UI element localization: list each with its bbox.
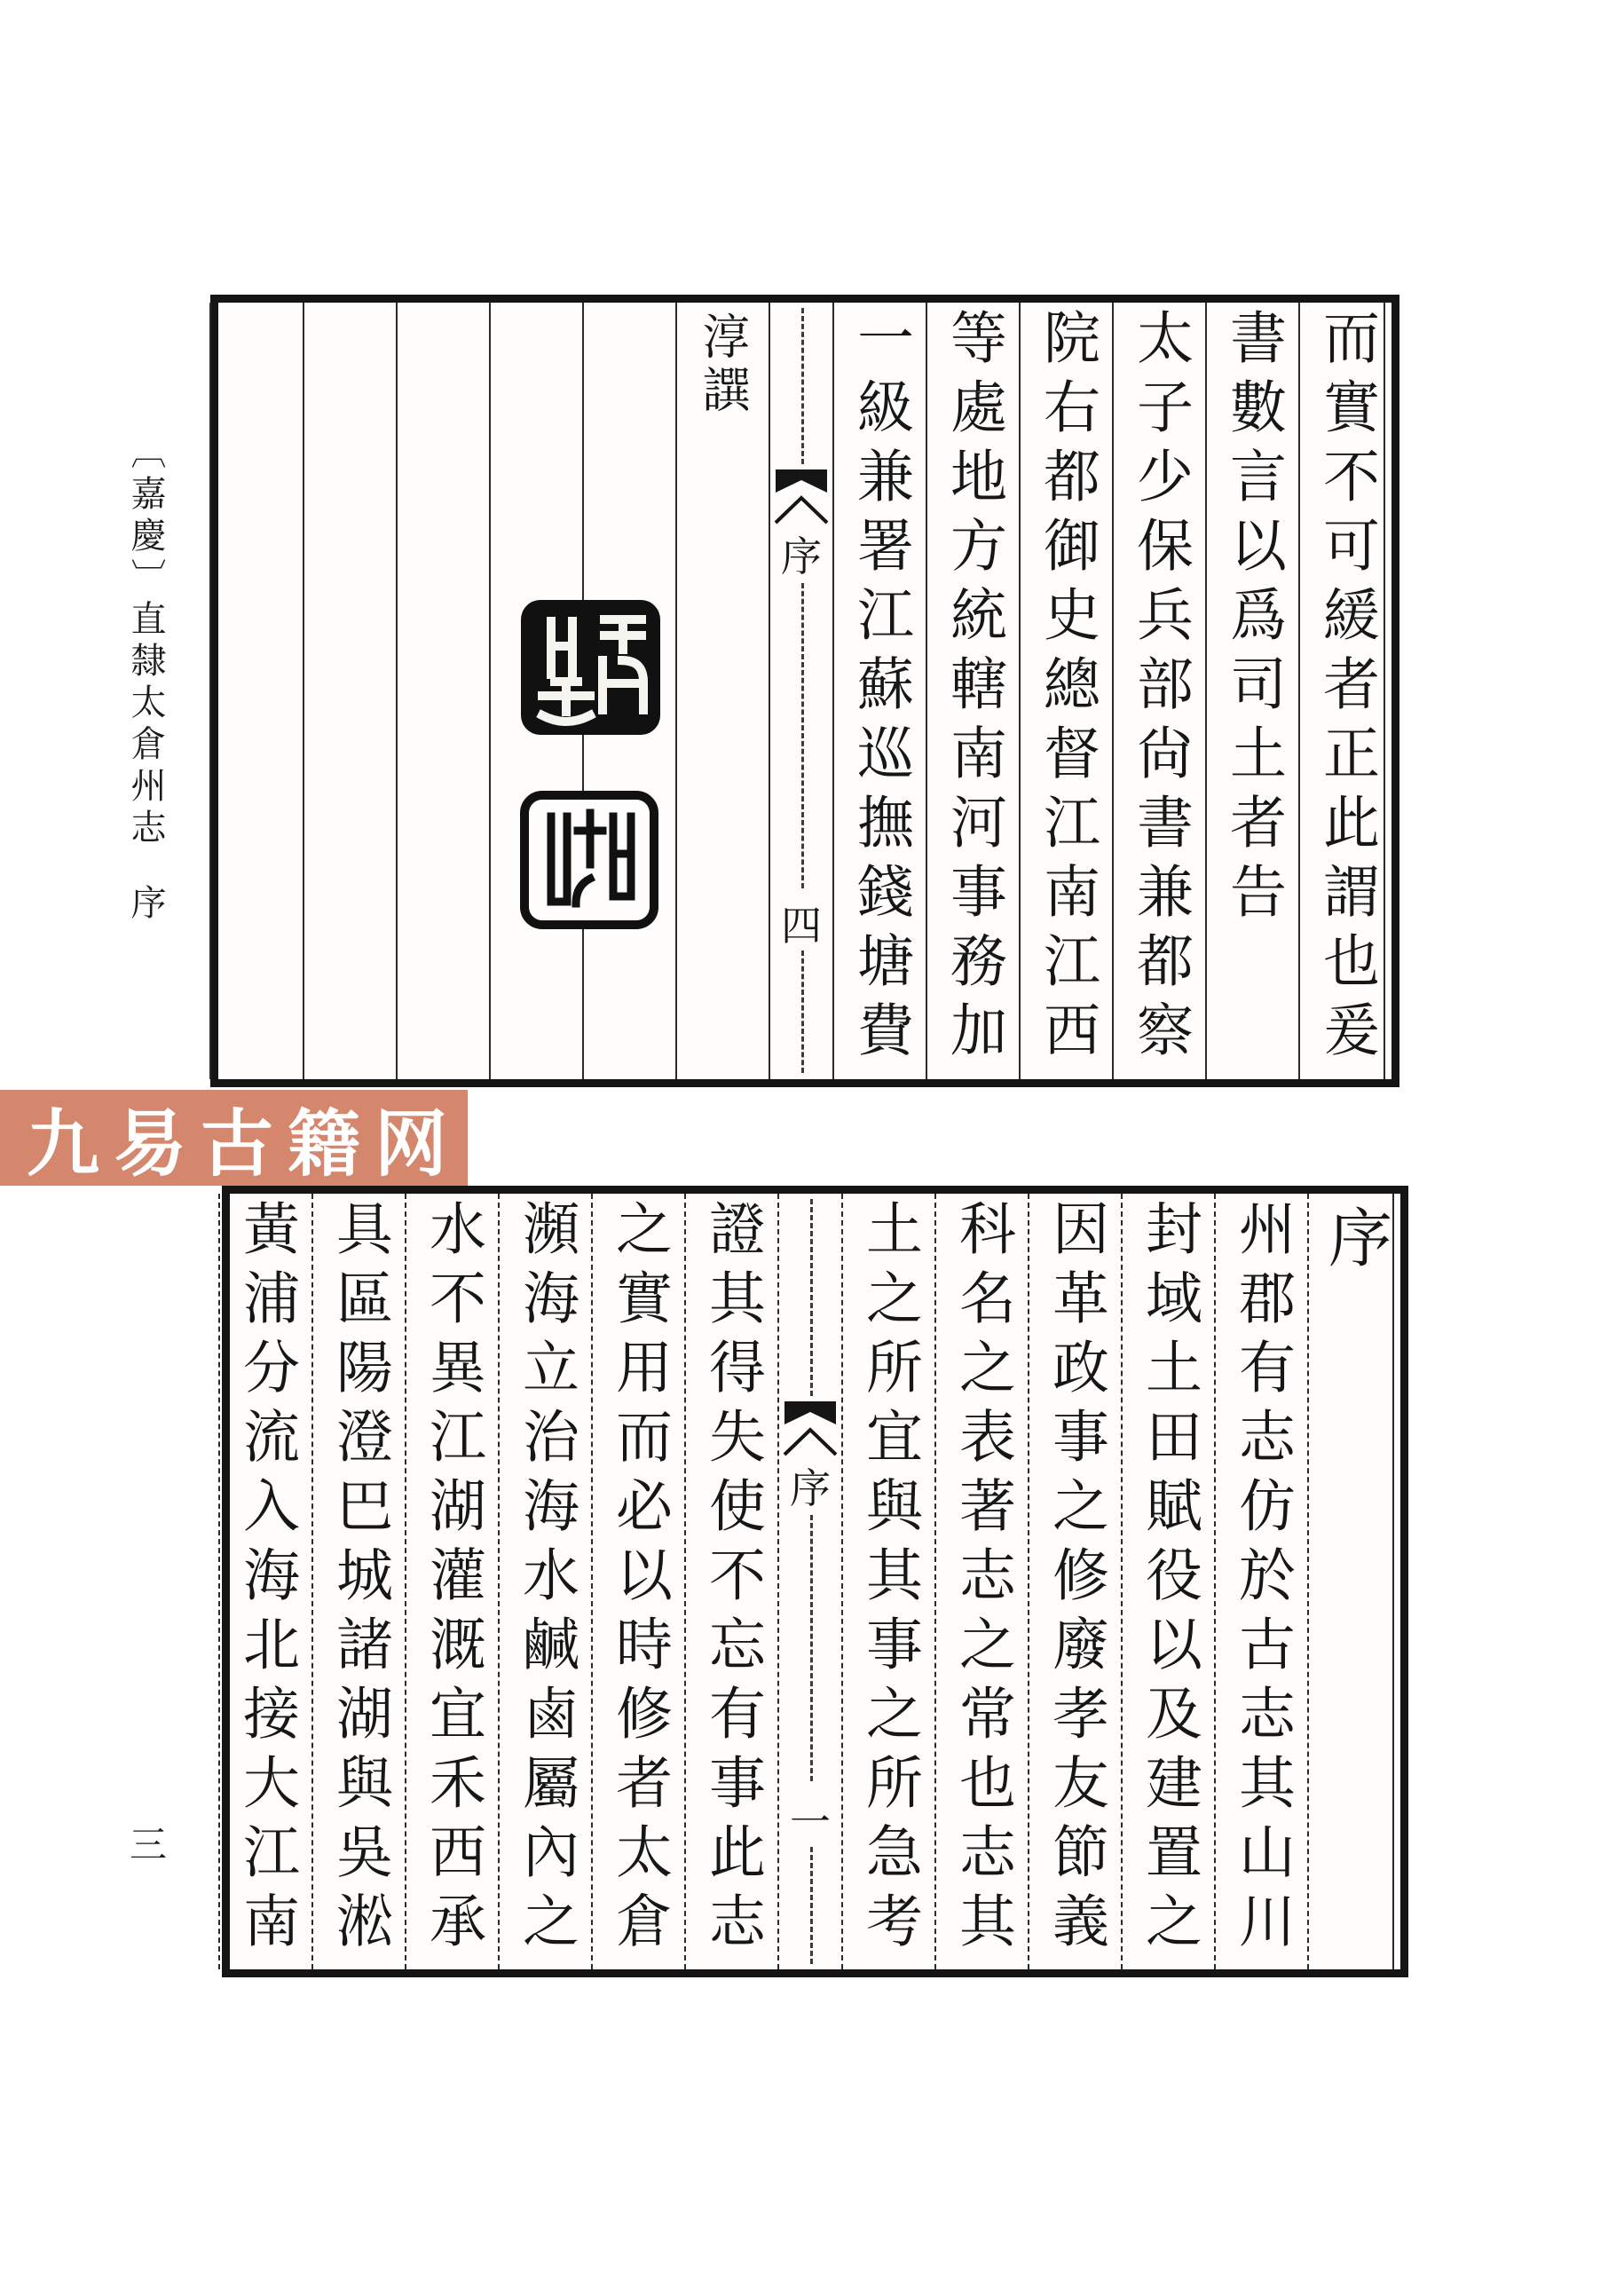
text-column [218,1194,311,1969]
fold-line [801,583,804,888]
column-text: 州郡有志仿於古志其山川 [1229,1199,1295,1960]
fold-line [810,1199,813,1396]
text-column [1112,303,1205,1079]
text-column [311,1194,405,1969]
section-title-column [1307,1194,1400,1969]
bottom-folio-block [222,1186,1408,1977]
banxin-column [769,303,832,1079]
text-column [934,1194,1028,1969]
fishtail-icon [779,1401,841,1458]
column-text: 而實不可緩者正此謂也爰 [1313,308,1379,1069]
fold-line [810,1515,813,1781]
text-column [591,1194,684,1969]
column-text: 之實用而必以時修者太倉 [606,1199,672,1960]
text-column [841,1194,934,1969]
shop-watermark-banner [0,1090,468,1186]
column-text: 科名之表著志之常也志其 [950,1199,1015,1960]
text-column [1205,303,1298,1079]
text-column [1019,303,1112,1079]
fold-line [810,1847,813,1964]
text-column [1298,303,1391,1079]
text-column [498,1194,591,1969]
margin-section-label: 序 [125,884,166,926]
section-title: 序 [1318,1204,1392,1268]
column-text: 書數言以爲司土者告 [1220,308,1286,931]
text-column [684,1194,777,1969]
text-column [1028,1194,1121,1969]
banxin-section-label: 序 [781,532,822,580]
seal-top-icon [517,596,664,738]
top-folio-block [210,295,1399,1087]
banxin-column [777,1194,841,1969]
column-text: 水不異江湖灌溉宜禾西承 [420,1199,485,1960]
text-column [832,303,926,1079]
margin-series-title: 〔嘉慶〕直隸太倉州志 [125,433,166,850]
empty-column [396,303,489,1079]
column-text: 院右都御史總督江南江西 [1034,308,1100,1069]
folio-number: 一 [790,1798,831,1846]
column-text: 等處地方統轄南河事務加 [941,308,1006,1069]
author-column [675,303,769,1079]
text-column [926,303,1019,1079]
column-text: 一級兼署江蘇巡撫錢塘費 [847,308,913,1069]
shop-watermark-text: 九易古籍网 [27,1101,462,1187]
seal-bottom-icon [519,790,659,930]
column-text: 證其得失使不忘有事此志 [699,1199,765,1960]
empty-column [303,303,396,1079]
fold-line [801,951,804,1073]
text-column [1214,1194,1307,1969]
banxin-section-label: 序 [790,1464,831,1512]
column-text: 封域土田賦役以及建置之 [1136,1199,1202,1960]
column-text: 黃浦分流入海北接大江南 [233,1199,299,1960]
column-text: 太子少保兵部尙書兼都察 [1127,308,1193,1069]
column-text: 瀕海立治海水鹹鹵屬內之 [513,1199,579,1960]
margin-title-label [119,433,172,926]
fold-line [801,308,804,464]
author-name: 淳譔 [695,312,751,418]
text-column [1121,1194,1214,1969]
folio-number: 四 [781,902,822,950]
column-text: 具區陽澄巴城諸湖與吳淞 [327,1199,392,1960]
side-folio-number: 三 [130,1823,168,1866]
fishtail-icon [770,469,832,526]
empty-column [209,303,303,1079]
column-text: 土之所宜與其事之所急考 [856,1199,922,1960]
column-text: 因革政事之修廢孝友節義 [1043,1199,1108,1960]
text-column [405,1194,498,1969]
